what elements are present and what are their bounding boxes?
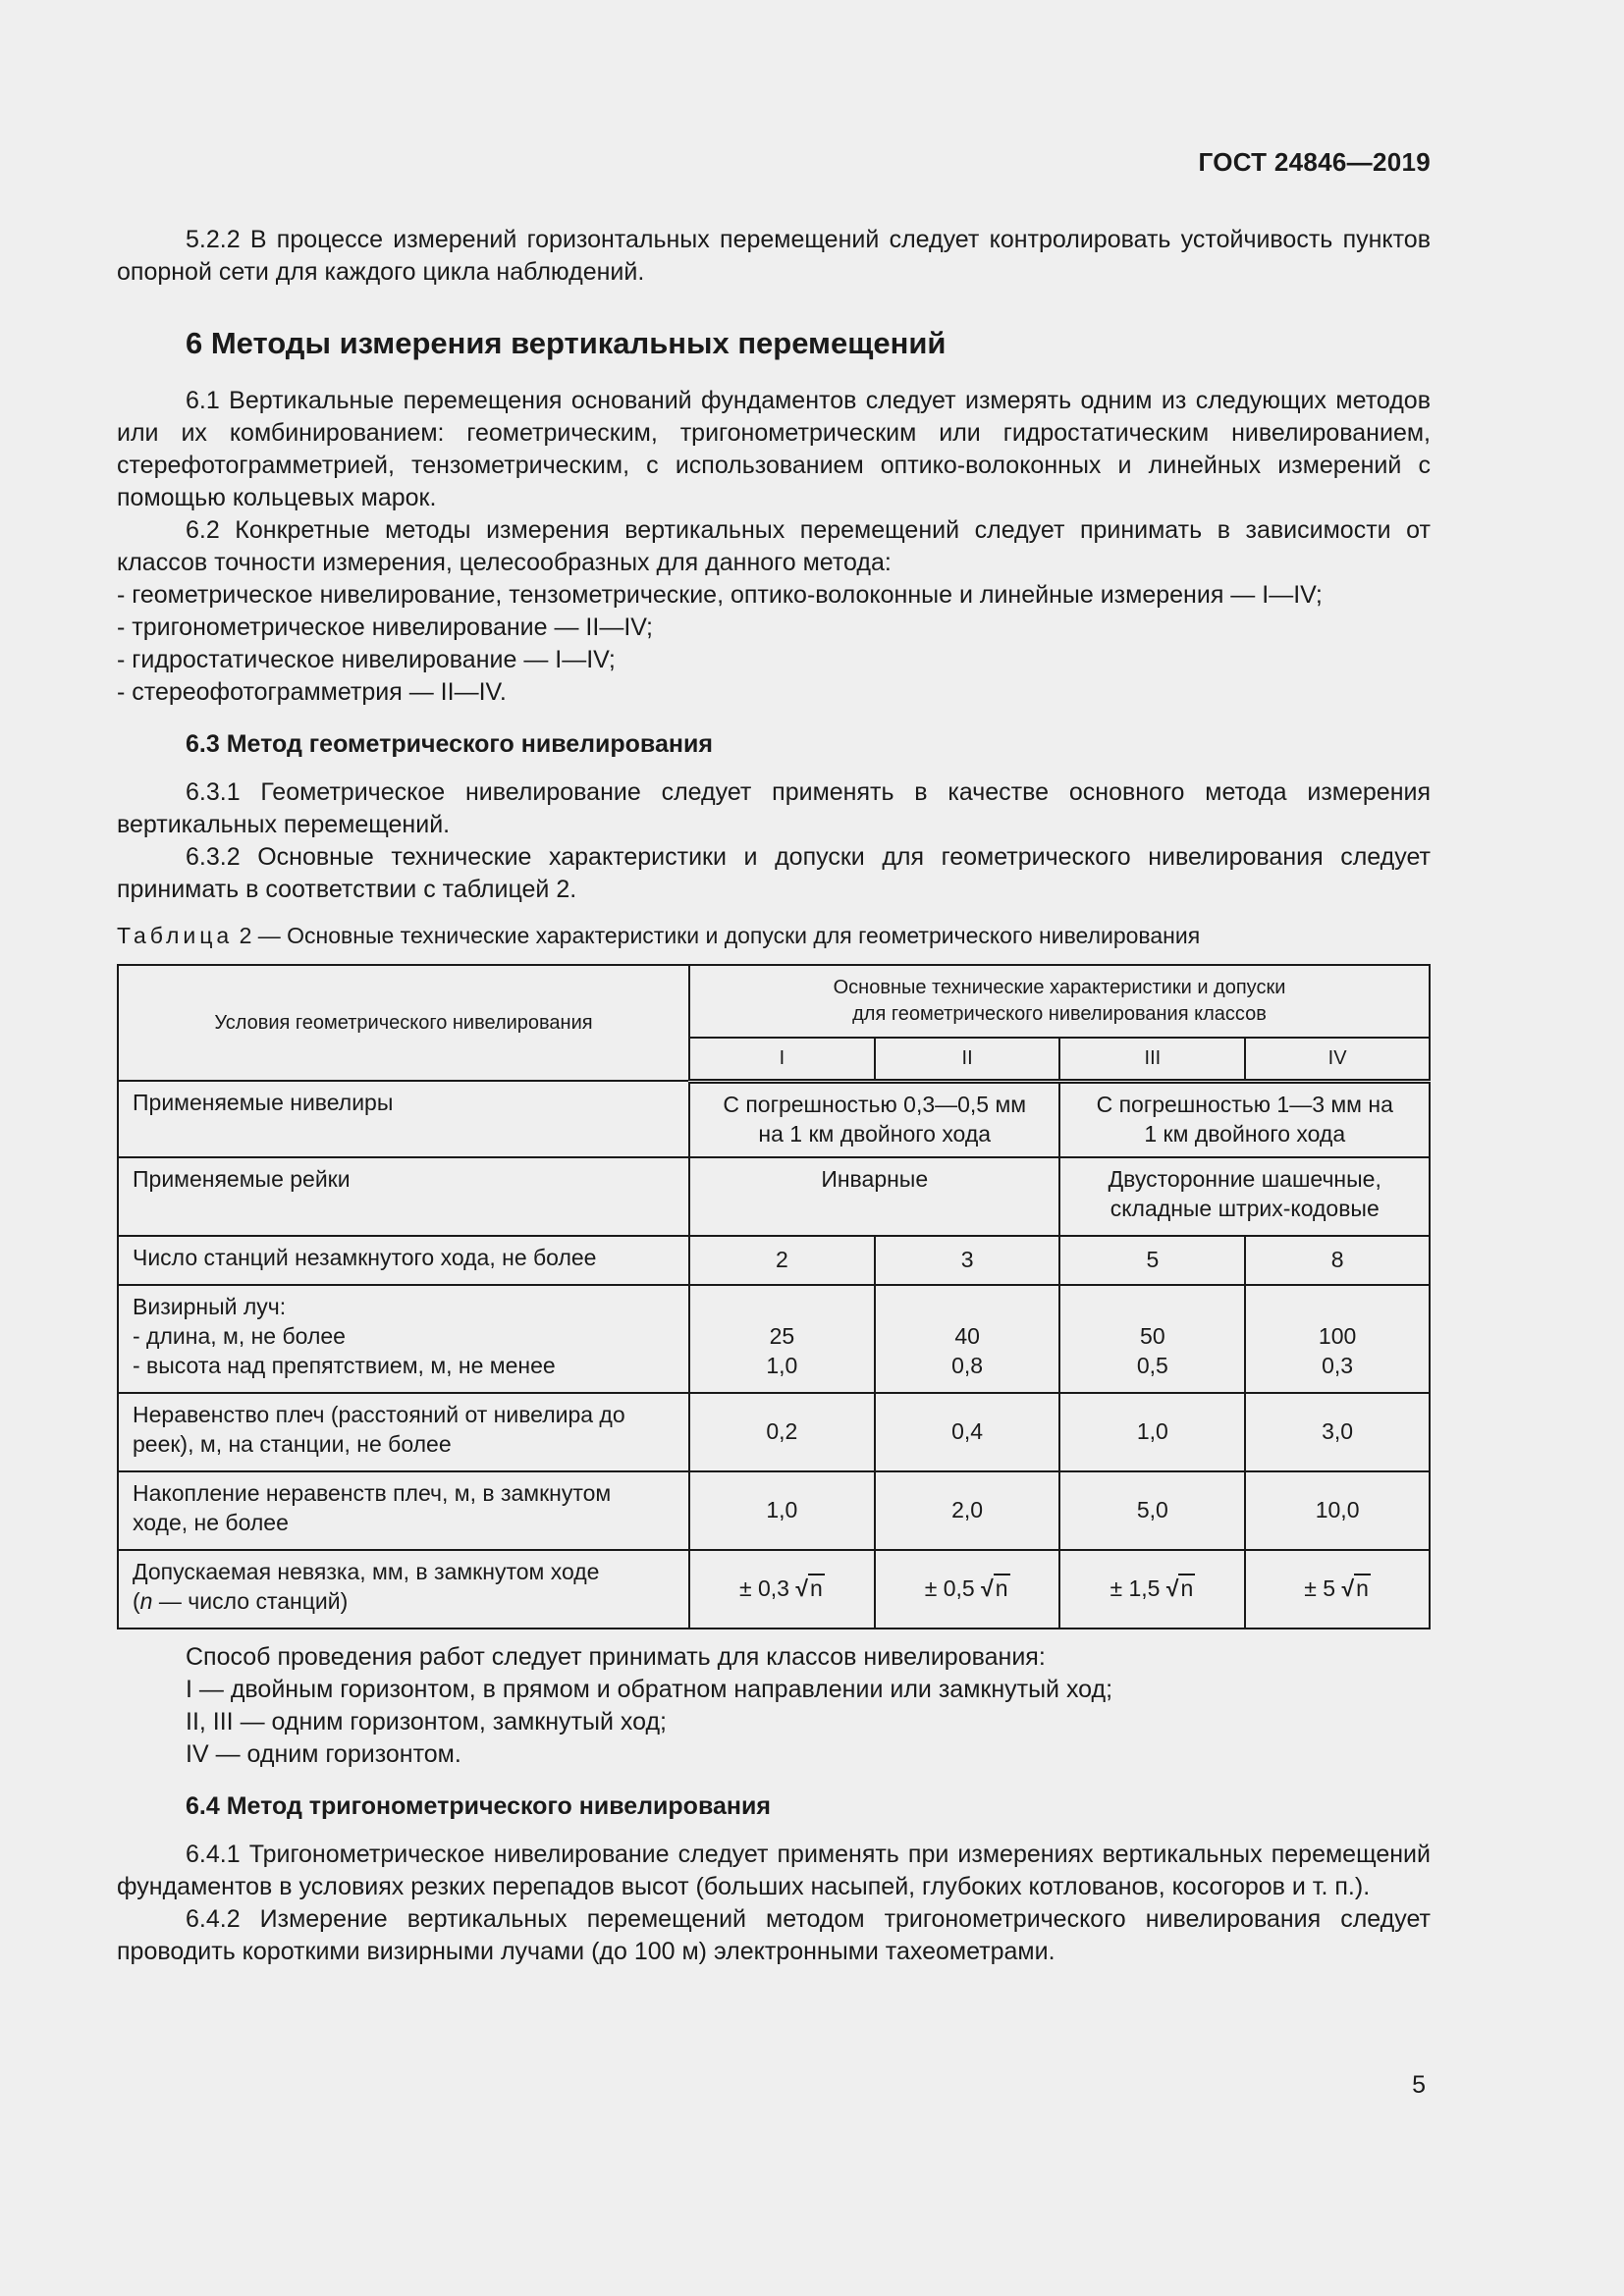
- after-table-intro: Способ проведения работ следует принимать для классов нивелирования:: [186, 1643, 1046, 1671]
- cell-line: 1 км двойного хода: [1144, 1120, 1346, 1147]
- cell-value: [689, 1550, 875, 1629]
- cell-iii-iv: [1059, 1081, 1430, 1157]
- radical-sign: √: [795, 1575, 808, 1601]
- beam-length: 25: [769, 1323, 795, 1349]
- cell-i-ii: [689, 1081, 1060, 1157]
- cell-value: 0,4: [875, 1393, 1060, 1471]
- cell-line: на 1 км двойного хода: [758, 1120, 992, 1147]
- paragraph-6-4-2: 6.4.2 Измерение вертикальных перемещений методом тригонометрического нивелирования следует проводить короткими визирными лучами (до 100 м) электронными тахеометрами.: [117, 1905, 1431, 1965]
- sqrt-n: [1166, 1574, 1195, 1603]
- table-2: [117, 964, 1431, 1629]
- radical-sign: √: [1341, 1575, 1355, 1601]
- cell-value: [1245, 1550, 1430, 1629]
- sqrt-n: [1342, 1574, 1371, 1603]
- cell-value: 5: [1059, 1236, 1245, 1285]
- misclosure-coef: ± 5: [1304, 1575, 1336, 1601]
- row-label: [118, 1550, 689, 1629]
- row-label: [118, 1285, 689, 1393]
- cell-line: складные штрих-кодовые: [1110, 1196, 1380, 1221]
- misclosure-coef: ± 1,5: [1110, 1575, 1161, 1601]
- radicand: n: [995, 1575, 1008, 1601]
- paragraph-6-2: 6.2 Конкретные методы измерения вертикальных перемещений следует принимать в зависимости от классов точности измерения, целесообразных для данного метода:: [117, 516, 1431, 576]
- header-class-group: [689, 965, 1430, 1038]
- misclosure-coef: ± 0,3: [738, 1575, 789, 1601]
- table-row: [118, 1081, 1430, 1157]
- table-row: [118, 1236, 1430, 1285]
- header-class-group-line2: для геометрического нивелирования классов: [852, 1003, 1267, 1025]
- cell-value: 8: [1245, 1236, 1430, 1285]
- cell-value: [689, 1285, 875, 1393]
- row-label: Применяемые нивелиры: [118, 1081, 689, 1157]
- label-line: Визирный луч:: [133, 1294, 287, 1319]
- table-row: [118, 1471, 1430, 1550]
- radicand: n: [809, 1575, 823, 1601]
- paragraph-6-4-1: 6.4.1 Тригонометрическое нивелирование следует применять при измерениях вертикальных перемещений фундаментов в условиях резких перепадов высот (больших насыпей, глубоких котлованов, косогоров и т. п.).: [117, 1841, 1431, 1900]
- list-item: - стереофотограмметрия — II—IV.: [117, 678, 507, 706]
- cell-value: 3,0: [1245, 1393, 1430, 1471]
- row-label: [118, 1471, 689, 1550]
- label-line: Допускаемая невязка, мм, в замкнутом ходе: [133, 1559, 600, 1584]
- label-line: — число станций): [152, 1588, 349, 1614]
- header-class: III: [1059, 1038, 1245, 1081]
- sqrt-n: [795, 1574, 824, 1603]
- row-label: Применяемые рейки: [118, 1157, 689, 1236]
- table-row: [118, 1550, 1430, 1629]
- cell-value: [1059, 1285, 1245, 1393]
- table-row: [118, 1285, 1430, 1393]
- after-table-line: IV — одним горизонтом.: [186, 1740, 461, 1768]
- cell-value: 2: [689, 1236, 875, 1285]
- beam-height: 1,0: [766, 1353, 798, 1378]
- label-line: Неравенство плеч (расстояний от нивелира до: [133, 1402, 625, 1427]
- label-paren: (: [133, 1588, 140, 1614]
- cell-value: [1245, 1285, 1430, 1393]
- header-class: I: [689, 1038, 875, 1081]
- beam-height: 0,3: [1322, 1353, 1354, 1378]
- header-conditions: Условия геометрического нивелирования: [118, 965, 689, 1081]
- after-table-line: I — двойным горизонтом, в прямом и обратном направлении или замкнутый ход;: [186, 1676, 1113, 1703]
- cell-line: Двусторонние шашечные,: [1108, 1166, 1381, 1192]
- beam-length: 100: [1318, 1323, 1357, 1349]
- page-content: [117, 224, 1431, 1968]
- cell-value: 5,0: [1059, 1471, 1245, 1550]
- beam-height: 0,8: [951, 1353, 984, 1378]
- label-line: Накопление неравенств плеч, м, в замкнутом: [133, 1480, 612, 1506]
- header-class: II: [875, 1038, 1060, 1081]
- cell-line: С погрешностью 1—3 мм на: [1096, 1091, 1393, 1117]
- radical-sign: √: [981, 1575, 994, 1601]
- cell-value: 2,0: [875, 1471, 1060, 1550]
- table-caption-word: Таблица: [117, 923, 234, 948]
- label-line: реек), м, на станции, не более: [133, 1431, 452, 1457]
- row-label: Число станций незамкнутого хода, не более: [118, 1236, 689, 1285]
- cell-value: 1,0: [689, 1471, 875, 1550]
- list-item: - тригонометрическое нивелирование — II—IV;: [117, 614, 653, 641]
- page-number: 5: [1412, 2071, 1426, 2099]
- cell-value: [875, 1285, 1060, 1393]
- paragraph-6-1: 6.1 Вертикальные перемещения оснований фундаментов следует измерять одним из следующих методов или их комбинированием: геометрическим, тригонометрическим или гидростатическим нивелированием, стерефотограмметрией, тензометрическим, с использованием оптико-волоконных и линейных измерений с помощью кольцевых марок.: [117, 387, 1431, 511]
- cell-value: 1,0: [1059, 1393, 1245, 1471]
- section-6-3-heading: 6.3 Метод геометрического нивелирования: [186, 730, 713, 758]
- radical-sign: √: [1165, 1575, 1179, 1601]
- cell-value: [1059, 1550, 1245, 1629]
- misclosure-coef: ± 0,5: [924, 1575, 975, 1601]
- cell-iii-iv: [1059, 1157, 1430, 1236]
- cell-value: [875, 1550, 1060, 1629]
- document-code: ГОСТ 24846—2019: [1198, 147, 1431, 177]
- header-class-group-line1: Основные технические характеристики и допуски: [833, 977, 1286, 998]
- list-item: - гидростатическое нивелирование — I—IV;: [117, 646, 616, 673]
- paragraph-6-3-2: 6.3.2 Основные технические характеристики и допуски для геометрического нивелирования следует принимать в соответствии с таблицей 2.: [117, 843, 1431, 903]
- header-class: IV: [1245, 1038, 1430, 1081]
- label-line: ходе, не более: [133, 1510, 289, 1535]
- beam-length: 50: [1140, 1323, 1165, 1349]
- row-label: [118, 1393, 689, 1471]
- cell-value: 10,0: [1245, 1471, 1430, 1550]
- section-6-heading: 6 Методы измерения вертикальных перемещений: [186, 326, 947, 360]
- paragraph-6-3-1: 6.3.1 Геометрическое нивелирование следует применять в качестве основного метода измерения вертикальных перемещений.: [117, 778, 1431, 838]
- beam-height: 0,5: [1136, 1353, 1168, 1378]
- label-line: - длина, м, не более: [133, 1323, 346, 1349]
- label-n: n: [139, 1588, 153, 1614]
- table-row: [118, 1393, 1430, 1471]
- cell-value: 0,2: [689, 1393, 875, 1471]
- sqrt-n: [981, 1574, 1009, 1603]
- cell-value: 3: [875, 1236, 1060, 1285]
- cell-i-ii: Инварные: [689, 1157, 1060, 1236]
- after-table-line: II, III — одним горизонтом, замкнутый ход;: [186, 1708, 667, 1735]
- section-6-4-heading: 6.4 Метод тригонометрического нивелирования: [186, 1792, 771, 1820]
- radicand: n: [1180, 1575, 1194, 1601]
- table-caption: [117, 920, 1431, 952]
- table-row: [118, 1157, 1430, 1236]
- label-line: - высота над препятствием, м, не менее: [133, 1353, 556, 1378]
- radicand: n: [1356, 1575, 1369, 1601]
- paragraph-5-2-2: 5.2.2 В процессе измерений горизонтальных перемещений следует контролировать устойчивость пунктов опорной сети для каждого цикла наблюдений.: [117, 226, 1431, 286]
- table-caption-text: 2 — Основные технические характеристики и допуски для геометрического нивелирования: [233, 923, 1201, 948]
- list-item: - геометрическое нивелирование, тензометрические, оптико-волоконные и линейные измерения — I—IV;: [117, 581, 1323, 609]
- beam-length: 40: [954, 1323, 980, 1349]
- cell-line: С погрешностью 0,3—0,5 мм: [723, 1091, 1027, 1117]
